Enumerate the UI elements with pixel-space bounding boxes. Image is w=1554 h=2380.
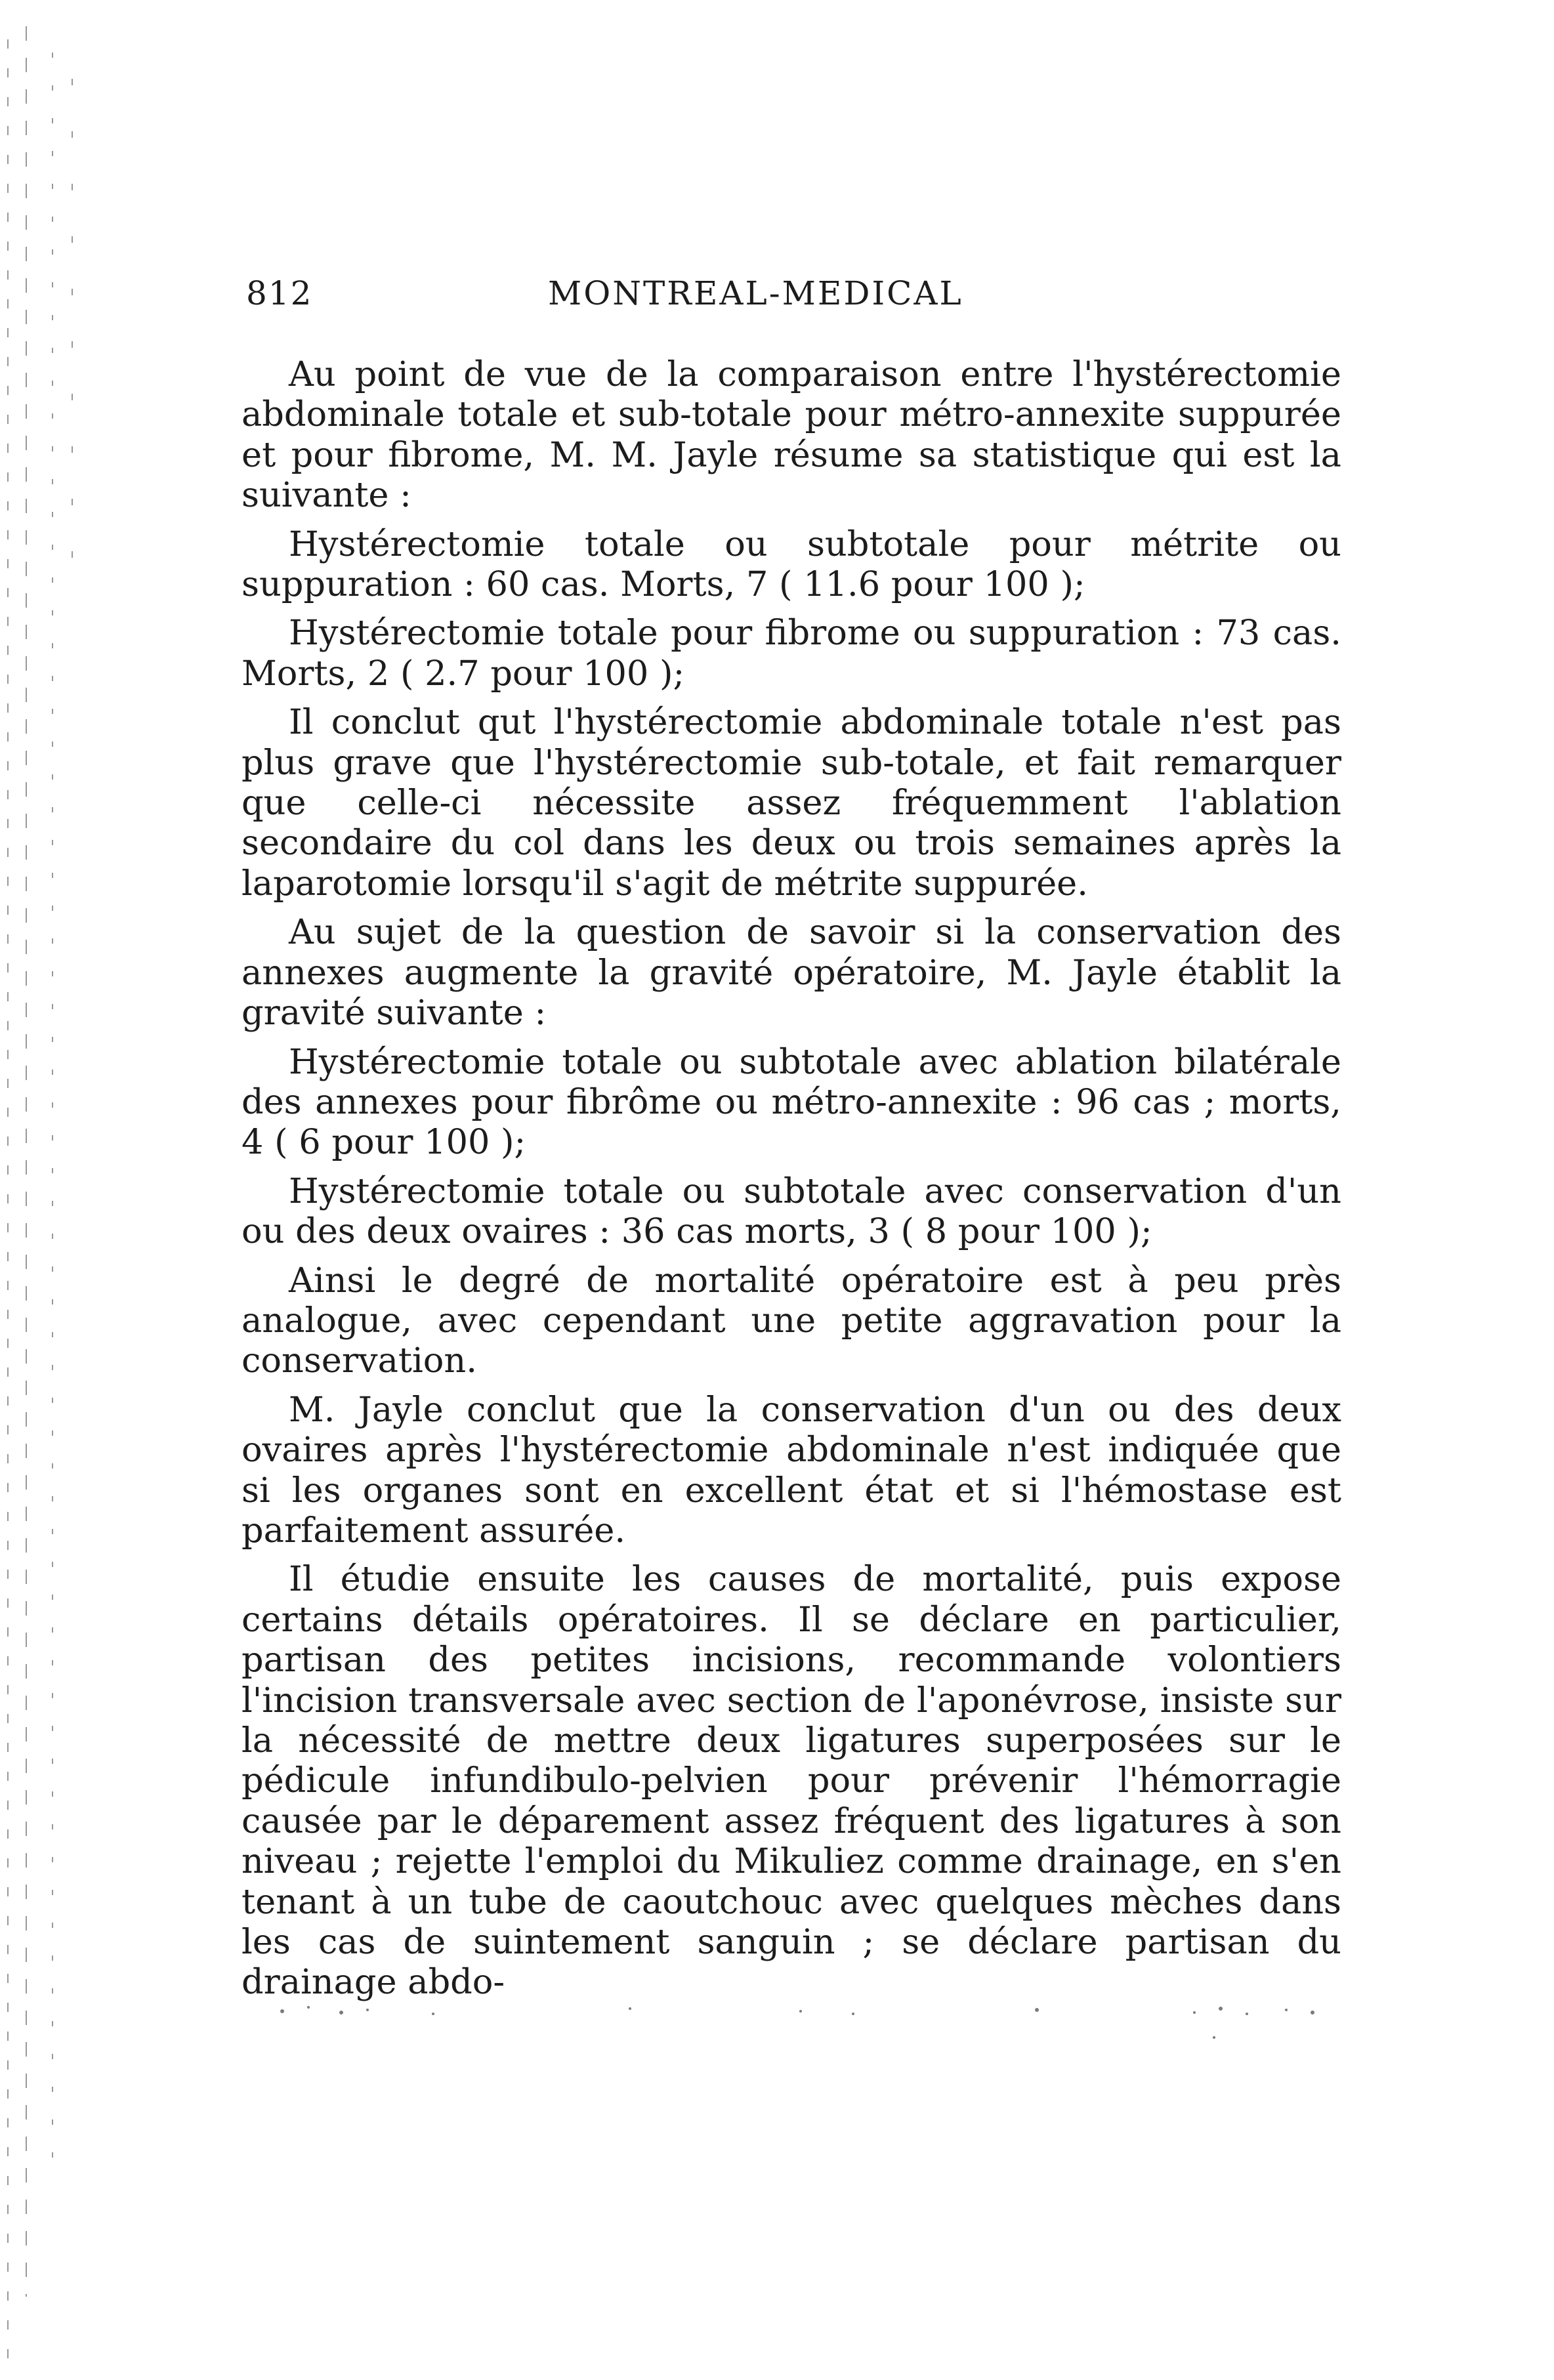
paragraph: Hystérectomie totale ou subtotale avec ablation bilatérale des annexes pour fibrôme ou métro-annexite : 96 cas ; morts, 4 ( 6 pour 100 ); [242,1041,1341,1163]
page-edge-artifacts [0,0,131,2380]
paragraph: Hystérectomie totale ou subtotale avec conservation d'un ou des deux ovaires : 36 cas morts, 3 ( 8 pour 100 ); [242,1171,1341,1252]
page-header [246,274,1349,327]
paragraph: Hystérectomie totale pour fibrome ou suppuration : 73 cas. Morts, 2 ( 2.7 pour 100 ); [242,613,1341,694]
running-title: MONTREAL-MEDICAL [548,274,963,312]
article-body [242,354,1341,2011]
paragraph: Il étudie ensuite les causes de mortalité, puis expose certains détails opératoires. Il se déclare en particulier, partisan des petites incisions, recommande volontiers l'incision transversale avec section de l'aponévrose, insiste sur la nécessité de mettre deux ligatures superposées sur le pédicule infundibulo-pelvien pour prévenir l'hémorragie causée par le déparement assez fréquent des ligatures à son niveau ; rejette l'emploi du Mikuliez comme drainage, en s'en tenant à un tube de caoutchouc avec quelques mèches dans les cas de suintement sanguin ; se déclare partisan du drainage abdo- [242,1559,1341,2003]
paragraph: Ainsi le degré de mortalité opératoire est à peu près analogue, avec cependant une petite aggravation pour la conservation. [242,1260,1341,1381]
page-number: 812 [246,274,313,312]
paragraph: Hystérectomie totale ou subtotale pour métrite ou suppuration : 60 cas. Morts, 7 ( 11.6 pour 100 ); [242,524,1341,605]
paragraph: Au sujet de la question de savoir si la conservation des annexes augmente la gravité opératoire, M. Jayle établit la gravité suivante : [242,912,1341,1033]
paragraph: Il conclut qut l'hystérectomie abdominale totale n'est pas plus grave que l'hystérectomie sub-totale, et fait remarquer que celle-ci nécessite assez fréquemment l'ablation secondaire du col dans les deux ou trois semaines après la laparotomie lorsqu'il s'agit de métrite suppurée. [242,702,1341,904]
paragraph: Au point de vue de la comparaison entre l'hystérectomie abdominale totale et sub-totale pour métro-annexite suppurée et pour fibrome, M. M. Jayle résume sa statistique qui est la suivante : [242,354,1341,516]
paragraph: M. Jayle conclut que la conservation d'un ou des deux ovaires après l'hystérectomie abdominale n'est indiquée que si les organes sont en excellent état et si l'hémostase est parfaitement assurée. [242,1389,1341,1551]
print-specks [262,1998,1345,2051]
